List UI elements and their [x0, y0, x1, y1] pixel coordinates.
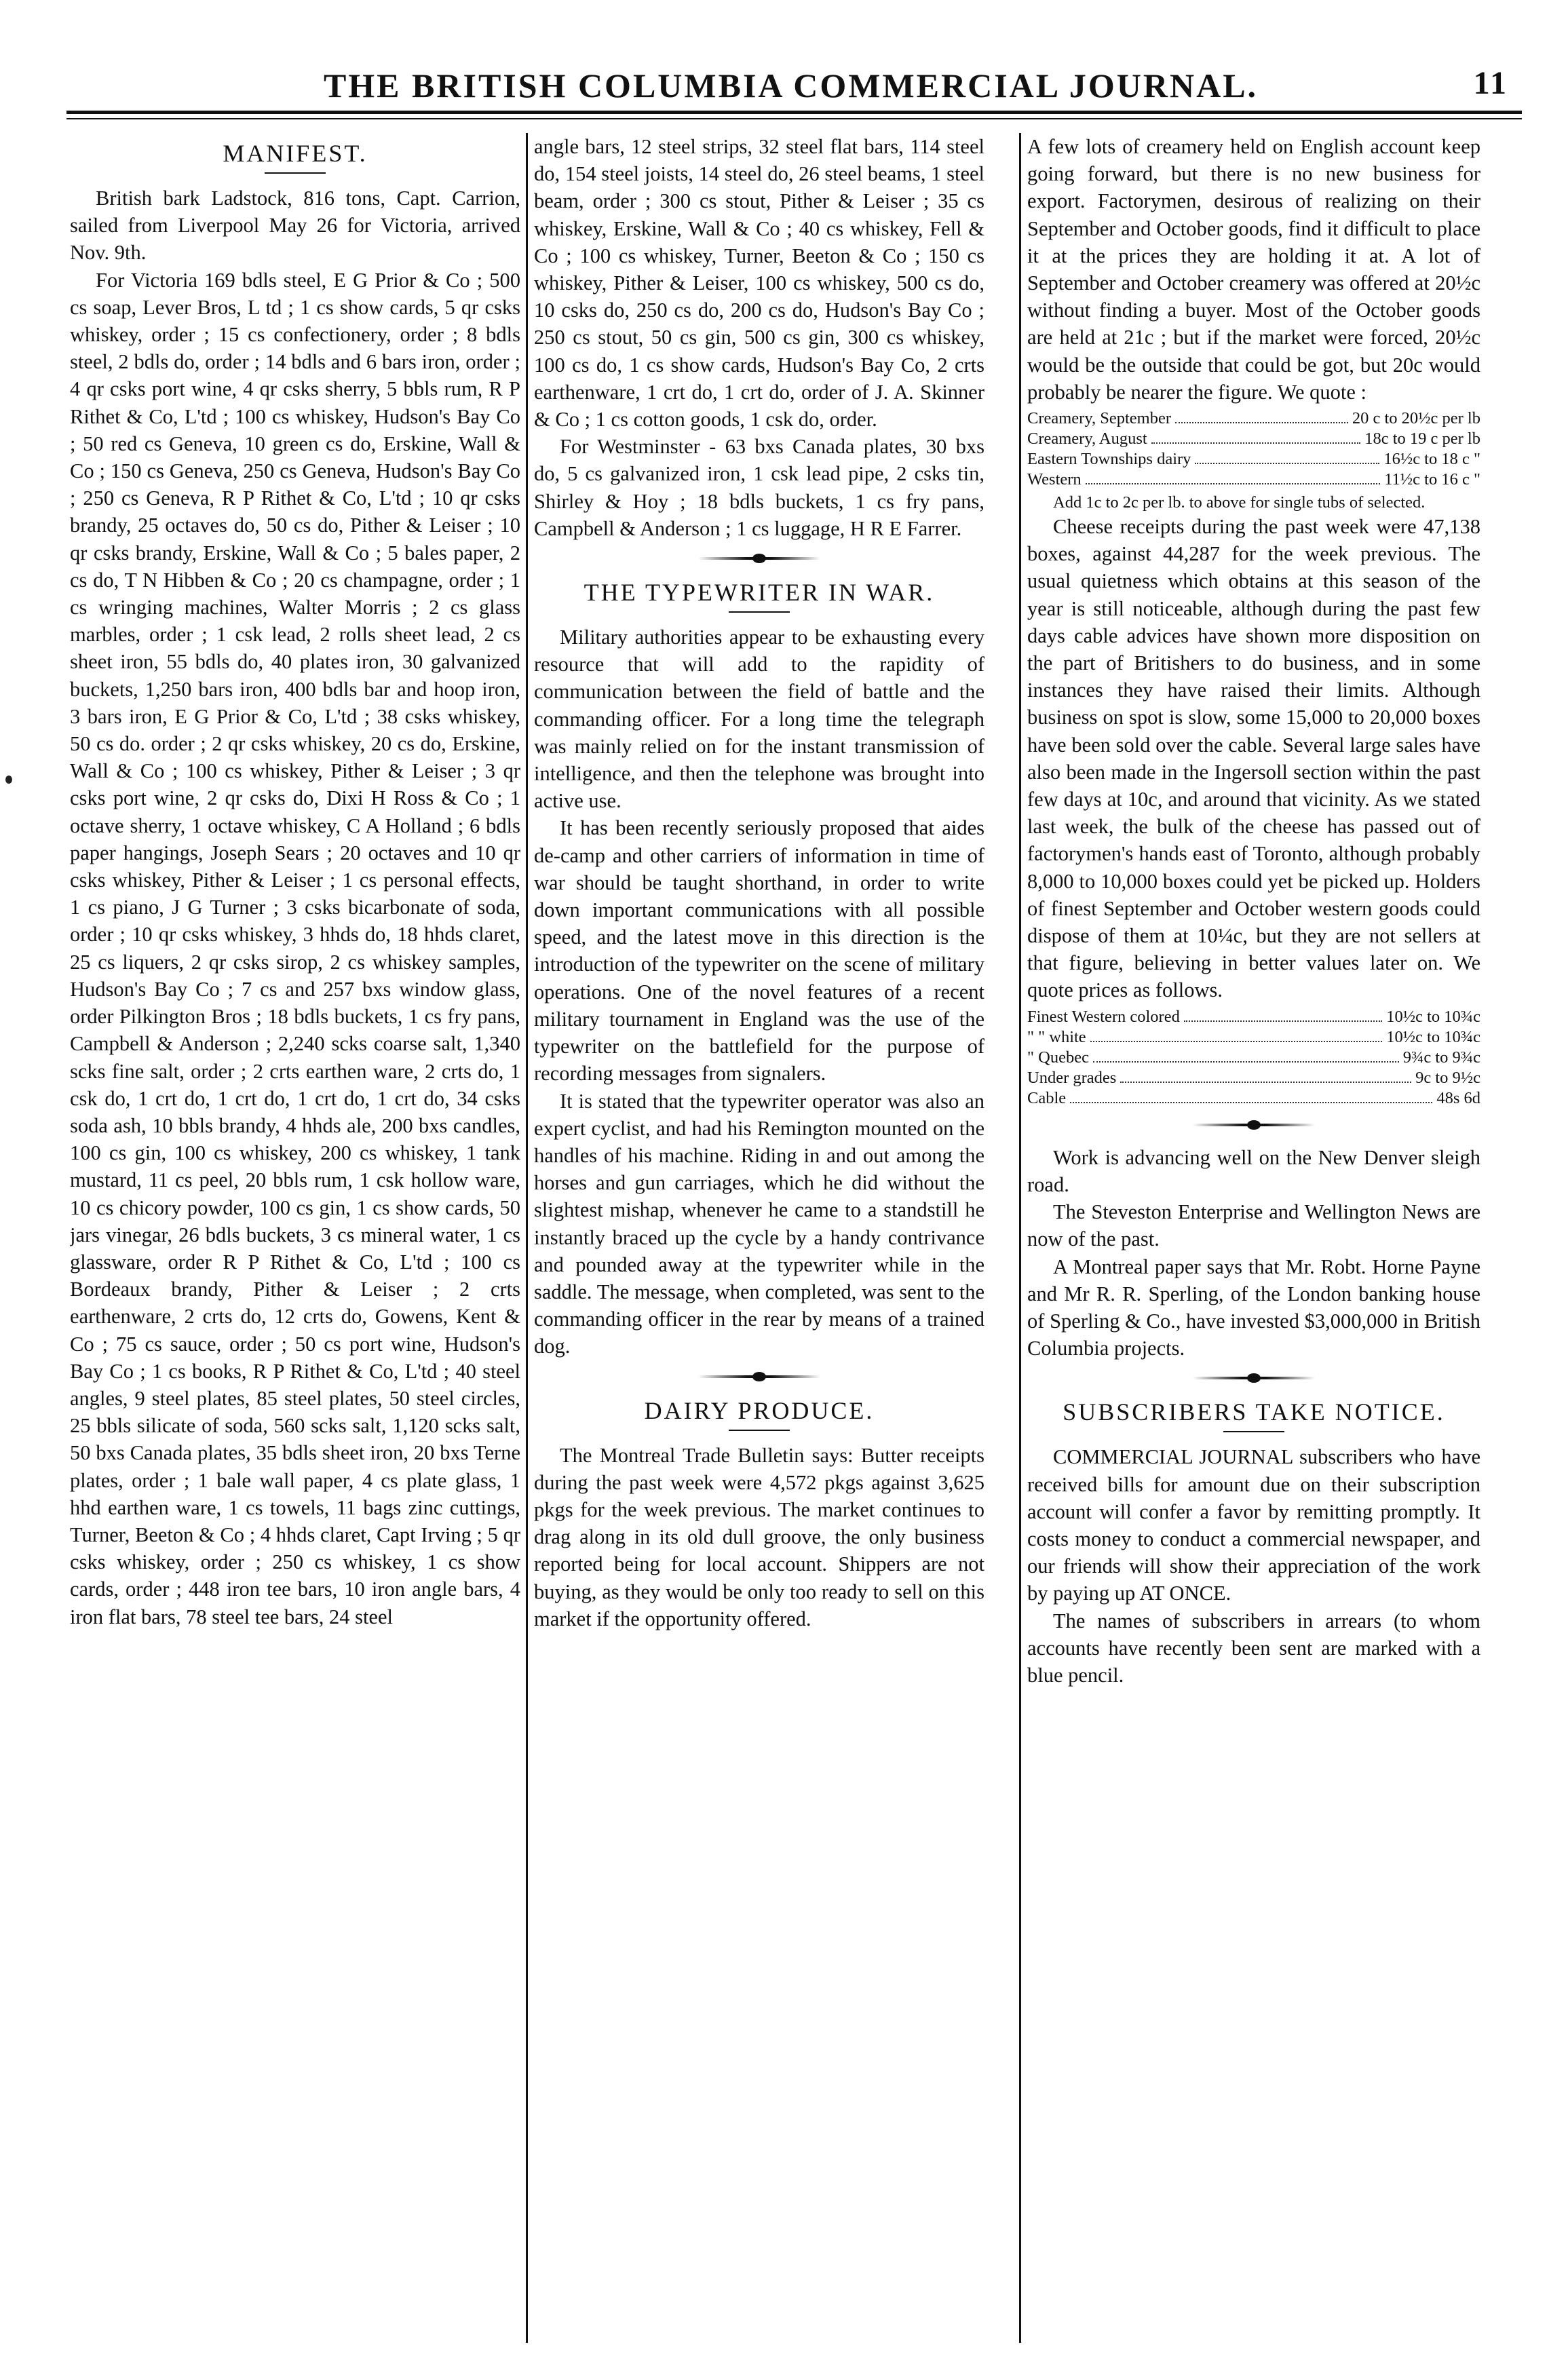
quote-price: 11½c to 16 c "	[1384, 470, 1480, 489]
quote-item: " Quebec	[1027, 1048, 1089, 1067]
manifest-heading: MANIFEST.	[223, 140, 368, 167]
news-item-paragraph: Work is advancing well on the New Denver sleigh road.	[1027, 1145, 1480, 1196]
quote-price: 48s 6d	[1436, 1088, 1480, 1107]
butter-quote-row	[1027, 449, 1480, 470]
quote-item: Creamery, August	[1027, 429, 1147, 448]
header-rule-thin	[66, 118, 1522, 119]
leader-dots	[1090, 1041, 1383, 1042]
dairy-heading: DAIRY PRODUCE.	[644, 1396, 875, 1424]
column-left	[70, 133, 520, 2343]
news-item-paragraph: The Steveston Enterprise and Wellington News are now of the past.	[1027, 1200, 1480, 1251]
section-ornament	[1193, 1377, 1315, 1379]
typewriter-paragraph: Military authorities appear to be exhausting every resource that will add to the rapidity of communication between the field of battle and the commanding officer. For a long time the telegraph was mainly relied on for the instant transmission of intelligence, and then the telephone was brought into active use.	[534, 626, 984, 813]
quote-item: Eastern Townships dairy	[1027, 450, 1191, 469]
typewriter-heading: THE TYPEWRITER IN WAR.	[584, 579, 935, 607]
section-ornament	[698, 1375, 820, 1378]
butter-quote-row	[1027, 470, 1480, 490]
butter-quote-row	[1027, 408, 1480, 429]
leader-dots	[1195, 463, 1379, 464]
journal-title: THE BRITISH COLUMBIA COMMERCIAL JOURNAL.	[323, 66, 1259, 104]
butter-quote-table	[1027, 408, 1480, 490]
butter-quote-row	[1027, 429, 1480, 449]
section-ornament	[1193, 1124, 1315, 1126]
cheese-quote-row	[1027, 1007, 1480, 1027]
typewriter-paragraph: It has been recently seriously proposed that aides de-camp and other carriers of information in time of war should be taught shorthand, in order to write down important communications with all possible speed, and the latest move in this direction is the introduction of the typewriter on the scene of military operations. One of the novel features of a recent military tournament in England was the use of the typewriter on the battlefield for the purpose of recording messages from signalers.	[534, 816, 984, 1086]
column-divider	[1019, 133, 1021, 2343]
heading-rule	[729, 1430, 790, 1431]
quote-item: Creamery, September	[1027, 409, 1172, 428]
westminster-cargo-paragraph: For Westminster - 63 bxs Canada plates, 30 bxs do, 5 cs galvanized iron, 1 csk lead pipe, 2 csks tin, Shirley & Hoy ; 18 bdls buckets, 1 cs fry pans, Campbell & Anderson ; 1 cs luggage, H R E Farrer.	[534, 435, 984, 540]
butter-quote-note: Add 1c to 2c per lb. to above for single tubs of selected.	[1053, 493, 1426, 512]
subscribers-paragraph: COMMERCIAL JOURNAL subscribers who have received bills for amount due on their subscription account will confer a favor by remitting promptly. It costs money to conduct a commercial newspaper, and our friends will show their appreciation of the work by paying up AT ONCE.	[1027, 1445, 1480, 1605]
column-middle	[534, 133, 984, 2343]
leader-dots	[1120, 1082, 1411, 1083]
subscribers-heading: SUBSCRIBERS TAKE NOTICE.	[1063, 1398, 1445, 1426]
page-number: 11	[1473, 65, 1508, 101]
heading-rule	[265, 172, 326, 174]
heading-rule	[729, 611, 790, 613]
typewriter-paragraph: It is stated that the typewriter operator was also an expert cyclist, and had his Remington mounted on the handles of his machine. Riding in and out among the horses and gun carriages, which he did without the slightest mishap, whenever he came to a standstill he instantly braced up the cycle by a handy contrivance and pounded away at the typewriter while in the saddle. The message, when completed, was sent to the commanding officer in the rear by means of a trained dog.	[534, 1089, 984, 1358]
cheese-quote-table	[1027, 1007, 1480, 1109]
cheese-paragraph: Cheese receipts during the past week were 47,138 boxes, against 44,287 for the week previous. The usual quietness which obtains at this season of the year is still noticeable, although during the past few days cable advices have shown more disposition on the part of Britishers to do business, and in some instances they have raised their limits. Although business on spot is slow, some 15,000 to 20,000 boxes have been sold over the cable. Several large sales have also been made in the Ingersoll section within the past few days at 10c, and around that vicinity. As we stated last week, the bulk of the cheese has passed out of factorymen's hands east of Toronto, although probably 8,000 to 10,000 boxes could yet be picked up. Holders of finest September and October western goods could dispose of them at 10¼c, but they are not sellers at that figure, believing in better values later on. We quote prices as follows.	[1027, 515, 1480, 1002]
dairy-paragraph: The Montreal Trade Bulletin says: Butter receipts during the past week were 4,572 pkgs against 3,625 pkgs for the week previous. The market continues to drag along in its old dull groove, the only business reported being for local account. Shippers are not buying, as they would be only too ready to sell on this market if the opportunity offered.	[534, 1443, 984, 1630]
quote-item: Western	[1027, 470, 1082, 489]
section-ornament	[698, 557, 820, 560]
cheese-quote-row	[1027, 1048, 1480, 1068]
quote-item: Cable	[1027, 1088, 1067, 1107]
dairy-continued-paragraph: A few lots of creamery held on English account keep going forward, but there is no new business for export. Factorymen, desirous of realizing on their September and October goods, find it difficult to place it at the prices they are holding it at. A lot of September and October creamery was offered at 20½c without finding a buyer. Most of the October goods are held at 21c ; but if the market were forced, 20½c would be the outside that could be got, but 20c would probably be nearer the figure. We quote :	[1027, 135, 1480, 404]
quote-price: 9¾c to 9¾c	[1402, 1048, 1480, 1067]
quote-item: Finest Western colored	[1027, 1007, 1180, 1026]
header-rule-thick	[66, 111, 1522, 114]
manifest-continued-paragraph: angle bars, 12 steel strips, 32 steel flat bars, 114 steel do, 154 steel joists, 14 steel do, 26 steel beams, 1 steel beam, order ; 300 cs stout, Pither & Leiser ; 35 cs whiskey, Erskine, Wall & Co ; 40 cs whiskey, Fell & Co ; 100 cs whiskey, Turner, Beeton & Co ; 150 cs whiskey, Pither & Leiser, 100 cs whiskey, 500 cs do, 10 csks do, 250 cs do, 200 cs do, Hudson's Bay Co ; 250 cs stout, 50 cs gin, 500 cs gin, 300 cs whiskey, 100 cs do, 1 cs show cards, Hudson's Bay Co, 2 crts earthenware, 1 crt do, 1 crt do, order of J. A. Skinner & Co ; 1 cs cotton goods, 1 csk do, order.	[534, 135, 984, 432]
leader-dots	[1093, 1061, 1399, 1063]
news-item-paragraph: A Montreal paper says that Mr. Robt. Horne Payne and Mr R. R. Sperling, of the London banking house of Sperling & Co., have invested $3,000,000 in British Columbia projects.	[1027, 1255, 1480, 1360]
quote-price: 10½c to 10¾c	[1386, 1007, 1480, 1026]
subscribers-paragraph: The names of subscribers in arrears (to whom accounts have recently been sent are marked with a blue pencil.	[1027, 1609, 1480, 1687]
cheese-quote-row	[1027, 1088, 1480, 1109]
quote-price: 20 c to 20½c per lb	[1352, 409, 1480, 428]
manifest-ship-paragraph: British bark Ladstock, 816 tons, Capt. Carrion, sailed from Liverpool May 26 for Victoria, arrived Nov. 9th.	[70, 187, 520, 265]
heading-rule	[1223, 1431, 1284, 1432]
leader-dots	[1151, 442, 1361, 444]
quote-price: 16½c to 18 c "	[1383, 450, 1480, 469]
quote-item: Under grades	[1027, 1068, 1117, 1087]
cheese-quote-row	[1027, 1027, 1480, 1048]
leader-dots	[1175, 422, 1348, 423]
cheese-quote-row	[1027, 1068, 1480, 1088]
page-header	[54, 64, 1527, 112]
leader-dots	[1086, 483, 1381, 484]
ink-speck	[5, 776, 12, 784]
quote-item: " " white	[1027, 1027, 1086, 1046]
quote-price: 10½c to 10¾c	[1386, 1027, 1480, 1046]
quote-price: 9c to 9½c	[1415, 1068, 1480, 1087]
column-right	[1027, 133, 1480, 2343]
leader-dots	[1070, 1102, 1432, 1103]
column-divider	[526, 133, 528, 2343]
leader-dots	[1184, 1020, 1382, 1022]
manifest-cargo-paragraph: For Victoria 169 bdls steel, E G Prior & Co ; 500 cs soap, Lever Bros, L td ; 1 cs show cards, 5 qr csks whiskey, order ; 15 cs confectionery, order ; 8 bdls steel, 2 bdls do, order ; 14 bdls and 6 bars iron, order ; 4 qr csks port wine, 4 qr csks sherry, 5 bbls rum, R P Rithet & Co, L'td ; 100 cs whiskey, Hudson's Bay Co ; 50 red cs Geneva, 10 green cs do, Erskine, Wall & Co ; 150 cs Geneva, 250 cs Geneva, Hudson's Bay Co ; 250 cs Geneva, R P Rithet & Co, L'td ; 10 qr csks brandy, 25 octaves do, 50 cs do, Pither & Leiser ; 10 qr csks brandy, Erskine, Wall & Co ; 5 bales paper, 2 cs do, T N Hibben & Co ; 20 cs champagne, order ; 1 cs wringing machines, Walter Morris ; 2 cs glass marbles, order ; 1 csk lead, 2 rolls sheet lead, 2 cs sheet iron, 55 bdls do, 40 plates iron, 30 galvanized buckets, 1,250 bars iron, 400 bdls bar and hoop iron, 3 bars iron, E G Prior & Co, L'td ; 38 csks whiskey, 50 cs do. order ; 2 qr csks whiskey, 20 cs do, Erskine, Wall & Co ; 100 cs whiskey, Pither & Leiser ; 3 qr csks port wine, 2 qr csks do, Dixi H Ross & Co ; 1 octave sherry, 1 octave whiskey, C A Holland ; 6 bdls paper hangings, Joseph Sears ; 20 octaves and 10 qr csks whiskey, Pither & Leiser ; 1 cs personal effects, 1 cs piano, J G Turner ; 3 csks bicarbonate of soda, order ; 10 qr csks whiskey, 3 hhds do, 18 hhds claret, 25 cs liquers, 2 qr csks sirop, 2 cs whiskey samples, Hudson's Bay Co ; 7 cs and 257 bxs window glass, order Pilkington Bros ; 18 bdls buckets, 1 cs fry pans, Campbell & Anderson ; 2,240 scks coarse salt, 1,340 scks fine salt, order ; 2 crts earthen ware, 2 crts do, 1 csk do, 1 crt do, 1 crt do, 1 crt do, 1 crt do, 34 csks soda ash, 10 bbls brandy, 4 hhds ale, 200 bxs candles, 100 cs gin, 100 cs whiskey, 200 cs whiskey, 1 tank mustard, 11 cs peel, 20 bbls rum, 1 csk hollow ware, 10 cs chicory powder, 100 cs gin, 1 cs show cards, 50 jars vinegar, 26 bdls buckets, 3 cs mineral water, 1 cs glassware, order R P Rithet & Co, L'td ; 100 cs Bordeaux brandy, Pither & Leiser ; 2 crts earthenware, 2 crts do, 12 crts do, Gowens, Kent & Co ; 75 cs sauce, order ; 50 cs port wine, Hudson's Bay Co ; 1 cs books, R P Rithet & Co, L'td ; 40 steel angles, 9 steel plates, 85 steel plates, 50 steel circles, 25 bbls silicate of soda, 560 scks salt, 1,120 scks salt, 50 bxs Canada plates, 35 bdls sheet iron, 20 bxs Terne plates, order ; 1 bale wall paper, 4 cs plate glass, 1 hhd earthen ware, 1 cs towels, 11 bags zinc cuttings, Turner, Beeton & Co ; 4 hhds claret, Capt Irving ; 5 qr csks whiskey, order ; 250 cs whiskey, 1 cs show cards, order ; 448 iron tee bars, 10 iron angle bars, 4 iron flat bars, 78 steel tee bars, 24 steel	[70, 268, 520, 1628]
quote-price: 18c to 19 c per lb	[1364, 429, 1480, 448]
